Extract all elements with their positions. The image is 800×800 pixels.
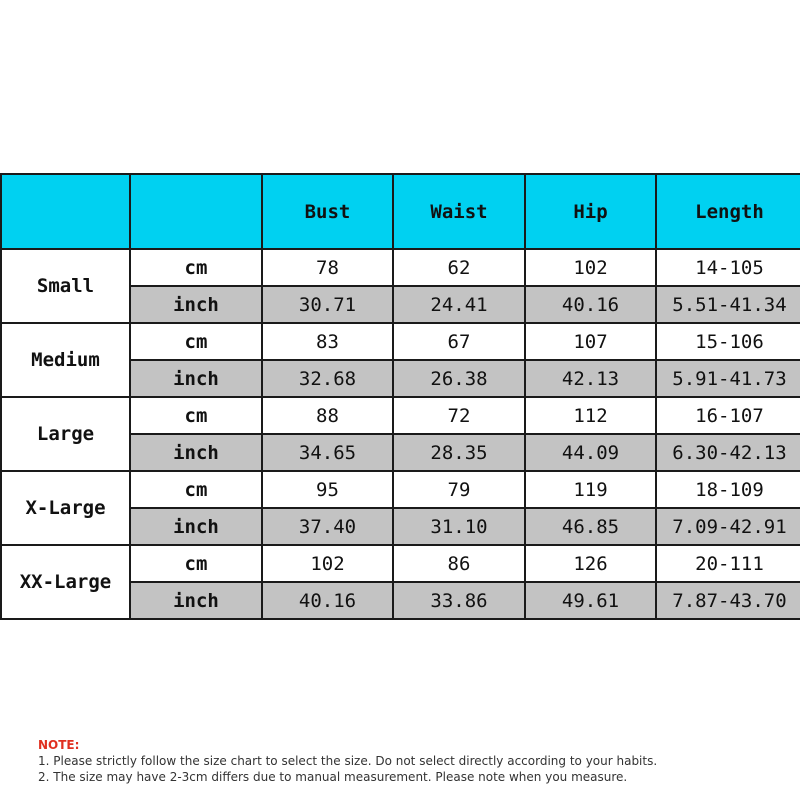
header-blank-size bbox=[1, 174, 130, 249]
waist-value-cell: 26.38 bbox=[393, 360, 525, 397]
hip-value-cell: 42.13 bbox=[525, 360, 656, 397]
waist-value-cell: 28.35 bbox=[393, 434, 525, 471]
bust-value-cell: 102 bbox=[262, 545, 393, 582]
hip-value-cell: 112 bbox=[525, 397, 656, 434]
size-name-cell: X-Large bbox=[1, 471, 130, 545]
header-waist: Waist bbox=[393, 174, 525, 249]
hip-value-cell: 102 bbox=[525, 249, 656, 286]
hip-value-cell: 49.61 bbox=[525, 582, 656, 619]
unit-label-cell: inch bbox=[130, 508, 262, 545]
bust-value-cell: 83 bbox=[262, 323, 393, 360]
header-blank-unit bbox=[130, 174, 262, 249]
unit-label-cell: inch bbox=[130, 582, 262, 619]
length-value-cell: 16-107 bbox=[656, 397, 800, 434]
bust-value-cell: 34.65 bbox=[262, 434, 393, 471]
bust-value-cell: 40.16 bbox=[262, 582, 393, 619]
unit-label-cell: cm bbox=[130, 323, 262, 360]
length-value-cell: 18-109 bbox=[656, 471, 800, 508]
hip-value-cell: 46.85 bbox=[525, 508, 656, 545]
size-name-cell: Small bbox=[1, 249, 130, 323]
hip-value-cell: 119 bbox=[525, 471, 656, 508]
header-bust: Bust bbox=[262, 174, 393, 249]
table-row bbox=[1, 545, 800, 582]
bust-value-cell: 37.40 bbox=[262, 508, 393, 545]
length-value-cell: 20-111 bbox=[656, 545, 800, 582]
hip-value-cell: 126 bbox=[525, 545, 656, 582]
bust-value-cell: 95 bbox=[262, 471, 393, 508]
length-value-cell: 7.09-42.91 bbox=[656, 508, 800, 545]
waist-value-cell: 24.41 bbox=[393, 286, 525, 323]
unit-label-cell: cm bbox=[130, 249, 262, 286]
unit-label-cell: inch bbox=[130, 434, 262, 471]
length-value-cell: 6.30-42.13 bbox=[656, 434, 800, 471]
size-name-cell: XX-Large bbox=[1, 545, 130, 619]
unit-label-cell: inch bbox=[130, 360, 262, 397]
size-name-cell: Medium bbox=[1, 323, 130, 397]
unit-label-cell: cm bbox=[130, 545, 262, 582]
header-hip: Hip bbox=[525, 174, 656, 249]
table-row bbox=[1, 471, 800, 508]
waist-value-cell: 86 bbox=[393, 545, 525, 582]
length-value-cell: 14-105 bbox=[656, 249, 800, 286]
length-value-cell: 7.87-43.70 bbox=[656, 582, 800, 619]
length-value-cell: 5.51-41.34 bbox=[656, 286, 800, 323]
size-chart-table bbox=[0, 173, 800, 620]
waist-value-cell: 67 bbox=[393, 323, 525, 360]
table-body bbox=[1, 249, 800, 619]
waist-value-cell: 79 bbox=[393, 471, 525, 508]
hip-value-cell: 44.09 bbox=[525, 434, 656, 471]
note-line-1: 1. Please strictly follow the size chart to select the size. Do not select directly according to your habits. bbox=[38, 754, 658, 768]
unit-label-cell: cm bbox=[130, 471, 262, 508]
size-name-cell: Large bbox=[1, 397, 130, 471]
waist-value-cell: 62 bbox=[393, 249, 525, 286]
hip-value-cell: 107 bbox=[525, 323, 656, 360]
unit-label-cell: inch bbox=[130, 286, 262, 323]
table-row bbox=[1, 249, 800, 286]
note-line-2: 2. The size may have 2-3cm differs due to manual measurement. Please note when you measure. bbox=[38, 770, 628, 784]
table-row bbox=[1, 397, 800, 434]
bust-value-cell: 32.68 bbox=[262, 360, 393, 397]
length-value-cell: 15-106 bbox=[656, 323, 800, 360]
unit-label-cell: cm bbox=[130, 397, 262, 434]
table-row bbox=[1, 323, 800, 360]
bust-value-cell: 88 bbox=[262, 397, 393, 434]
header-length: Length bbox=[656, 174, 800, 249]
hip-value-cell: 40.16 bbox=[525, 286, 656, 323]
waist-value-cell: 31.10 bbox=[393, 508, 525, 545]
bust-value-cell: 78 bbox=[262, 249, 393, 286]
bust-value-cell: 30.71 bbox=[262, 286, 393, 323]
table-header-row bbox=[1, 174, 800, 249]
waist-value-cell: 72 bbox=[393, 397, 525, 434]
waist-value-cell: 33.86 bbox=[393, 582, 525, 619]
note-section bbox=[38, 737, 778, 785]
length-value-cell: 5.91-41.73 bbox=[656, 360, 800, 397]
note-title: NOTE: bbox=[38, 738, 80, 752]
